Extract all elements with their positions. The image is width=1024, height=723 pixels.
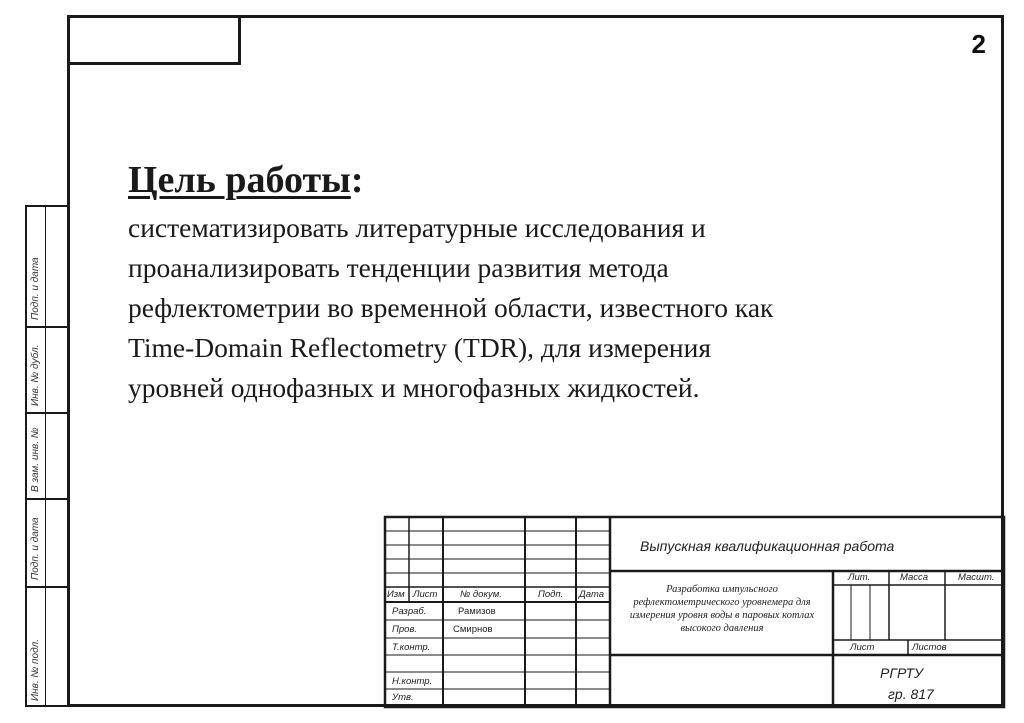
goal-line: рефлектометрии во временной области, известного как	[128, 292, 774, 323]
topic-text: Разработка импульсного рефлектометрического уровнемера для измерения уровня воды в паровых котлах высокого давления	[629, 584, 815, 634]
col-header-dokum: № докум.	[460, 589, 502, 600]
side-label: В зам. инв. №	[30, 427, 41, 492]
masht-label: Масшт.	[958, 572, 995, 583]
massa-label: Масса	[900, 572, 929, 583]
name-razrab: Рамизов	[458, 606, 496, 617]
row-label-tkontr: Т.контр.	[392, 642, 431, 653]
col-header-podp: Подп.	[538, 589, 564, 600]
goal-line: Time-Domain Reflectometry (TDR), для измерения	[128, 332, 712, 363]
row-label-nkontr: Н.контр.	[392, 676, 433, 687]
page-number: 2	[971, 29, 986, 59]
goal-title-colon: :	[350, 159, 364, 201]
col-header-data: Дата	[579, 589, 605, 600]
goal-line: уровней однофазных и многофазных жидкостей.	[128, 372, 700, 403]
side-label: Подп. и дата	[30, 517, 41, 580]
row-label-razrab: Разраб.	[392, 606, 427, 617]
list-label: Лист	[850, 642, 875, 653]
side-label: Инв. № дубл.	[30, 344, 41, 406]
group-number: гр. 817	[888, 686, 934, 702]
row-label-prov: Пров.	[392, 624, 418, 635]
row-label-utv: Утв.	[392, 692, 414, 703]
lit-label: Лит.	[848, 572, 871, 583]
goal-line: систематизировать литературные исследования и	[128, 212, 706, 243]
name-prov: Смирнов	[453, 624, 493, 635]
side-label: Инв. № подл.	[30, 638, 41, 701]
listov-label: Листов	[912, 642, 947, 653]
goal-line: проанализировать тенденции развития метода	[128, 252, 669, 283]
col-header-izm: Изм	[387, 589, 405, 600]
goal-title-text: Цель работы	[128, 159, 351, 201]
org-name: РГРТУ	[880, 665, 924, 681]
side-label: Подп. и дата	[30, 257, 41, 320]
work-title: Выпускная квалификационная работа	[640, 538, 895, 554]
col-header-list: Лист	[413, 589, 438, 600]
